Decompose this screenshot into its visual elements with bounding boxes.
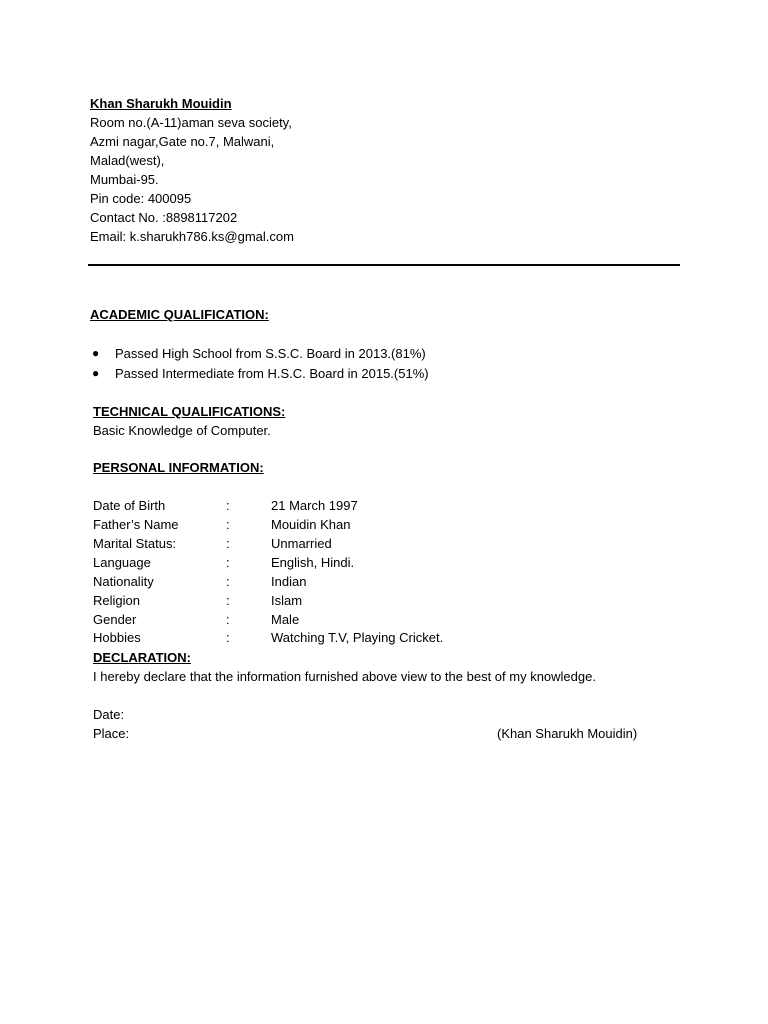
pi-value-father: Mouidin Khan [271, 517, 351, 532]
pi-colon: : [226, 517, 230, 532]
technical-text: Basic Knowledge of Computer. [93, 423, 271, 438]
pi-value-language: English, Hindi. [271, 555, 355, 570]
pi-value-nationality: Indian [271, 574, 307, 589]
pi-label-nationality: Nationality [93, 574, 154, 589]
pi-colon: : [226, 498, 230, 513]
pi-colon: : [226, 593, 230, 608]
pi-colon: : [226, 630, 230, 645]
pi-label-father: Father’s Name [93, 517, 179, 532]
pi-label-gender: Gender [93, 612, 137, 627]
pi-label-language: Language [93, 555, 151, 570]
pi-value-marital: Unmarried [271, 536, 332, 551]
declaration-heading: DECLARATION: [93, 650, 191, 665]
address-line-3: Malad(west), [90, 153, 165, 168]
pi-colon: : [226, 574, 230, 589]
pi-label-religion: Religion [93, 593, 140, 608]
pi-value-gender: Male [271, 612, 300, 627]
address-line-4: Mumbai-95. [90, 172, 159, 187]
pi-value-religion: Islam [271, 593, 303, 608]
date-label: Date: [93, 707, 125, 722]
pi-colon: : [226, 612, 230, 627]
academic-heading: ACADEMIC QUALIFICATION: [90, 307, 269, 322]
bullet-icon: ● [92, 346, 100, 360]
address-line-1: Room no.(A-11)aman seva society, [90, 115, 292, 130]
bullet-icon: ● [92, 366, 100, 380]
place-label: Place: [93, 726, 130, 741]
applicant-name: Khan Sharukh Mouidin [90, 96, 232, 111]
pi-colon: : [226, 555, 230, 570]
pi-colon: : [226, 536, 230, 551]
pin-code: Pin code: 400095 [90, 191, 192, 206]
personal-heading: PERSONAL INFORMATION: [93, 460, 264, 475]
academic-item-2: Passed Intermediate from H.S.C. Board in 2015.(51%) [115, 366, 429, 381]
pi-value-dob: 21 March 1997 [271, 498, 358, 513]
header-divider [88, 264, 680, 266]
pi-value-hobbies: Watching T.V, Playing Cricket. [271, 630, 444, 645]
academic-item-1: Passed High School from S.S.C. Board in 2013.(81%) [115, 346, 426, 361]
contact-number: Contact No. :8898117202 [90, 210, 238, 225]
pi-label-hobbies: Hobbies [93, 630, 141, 645]
pi-label-dob: Date of Birth [93, 498, 166, 513]
email: Email: k.sharukh786.ks@gmal.com [90, 229, 294, 244]
pi-label-marital: Marital Status: [93, 536, 177, 551]
signature-name: (Khan Sharukh Mouidin) [497, 726, 638, 741]
address-line-2: Azmi nagar,Gate no.7, Malwani, [90, 134, 275, 149]
technical-heading: TECHNICAL QUALIFICATIONS: [93, 404, 286, 419]
declaration-text: I hereby declare that the information furnished above view to the best of my knowledge. [93, 669, 596, 684]
